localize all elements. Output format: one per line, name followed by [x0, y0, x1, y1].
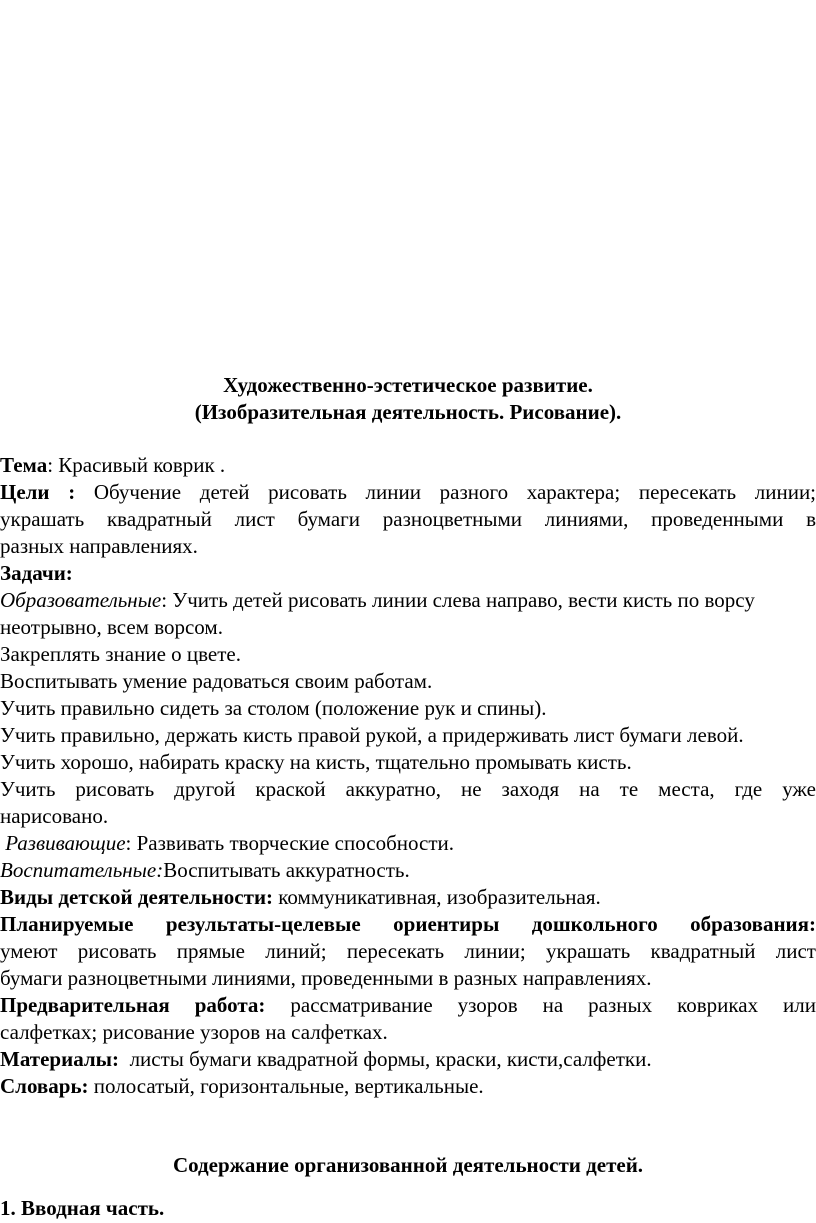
goals-line-3: разных направлениях.: [0, 534, 198, 558]
task-item: Учить хорошо, набирать краску на кисть, тщательно промывать кисть.: [0, 750, 632, 774]
intro-heading: 1. Вводная часть.: [0, 1196, 165, 1220]
content-heading: Содержание организованной деятельности детей.: [172, 1153, 644, 1177]
topic-line: [0, 452, 816, 479]
vocabulary-text: полосатый, горизонтальные, вертикальные.: [88, 1074, 484, 1098]
task-item: Учить правильно, держать кисть правой рукой, а придерживать лист бумаги левой.: [0, 723, 744, 747]
results-label: Планируемые результаты-целевые ориентиры дошкольного образования:: [0, 912, 816, 936]
developing-text: : Развивать творческие способности.: [125, 831, 454, 855]
prework-text-1: рассматривание узоров на разных ковриках или: [265, 993, 816, 1017]
educational-label: Образовательные: [0, 588, 162, 612]
goals-text-1: Обучение детей рисовать линии разного характера; пересекать линии;: [93, 480, 816, 504]
upbringing-text: Воспитывать аккуратность.: [163, 858, 410, 882]
goals-line-2: украшать квадратный лист бумаги разноцветными линиями, проведенными в: [0, 507, 816, 531]
developing-line: [0, 830, 816, 857]
educational-line-2: неотрывно, всем ворсом.: [0, 615, 223, 639]
prework-label: Предварительная работа:: [0, 993, 266, 1017]
results-label-line: [0, 911, 816, 938]
vocabulary-label: Словарь:: [0, 1074, 89, 1098]
activity-types-label: Виды детской деятельности:: [0, 885, 274, 909]
task-item-long-line-1: Учить рисовать другой краской аккуратно, не заходя на те места, где уже: [0, 777, 816, 801]
title-line-1: Художественно-эстетическое развитие.: [223, 373, 593, 397]
goals-label: Цели :: [0, 480, 76, 504]
materials-line: [0, 1046, 816, 1073]
materials-label: Материалы:: [0, 1047, 120, 1071]
topic-label: Тема: [0, 453, 48, 477]
intro-heading-line: [0, 1195, 816, 1222]
topic-text: : Красивый коврик .: [47, 453, 226, 477]
title-line-2: (Изобразительная деятельность. Рисование).: [194, 400, 622, 424]
upbringing-label: Воспитательные:: [0, 858, 164, 882]
prework-line-2: салфетках; рисование узоров на салфетках.: [0, 1020, 388, 1044]
vocabulary-line: [0, 1073, 816, 1100]
task-item: Учить правильно сидеть за столом (положение рук и спины).: [0, 696, 547, 720]
activity-types-line: [0, 884, 816, 911]
goals-line-1: [0, 479, 816, 506]
educational-text-1: : Учить детей рисовать линии слева направо, вести кисть по ворсу: [161, 588, 755, 612]
results-line-1: умеют рисовать прямые линий; пересекать линии; украшать квадратный лист: [0, 939, 816, 963]
task-item-long-line-2: нарисовано.: [0, 804, 109, 828]
tasks-label: Задачи:: [0, 561, 73, 585]
developing-label: Развивающие: [5, 831, 126, 855]
results-line-2: бумаги разноцветными линиями, проведенными в разных направлениях.: [0, 966, 652, 990]
upbringing-line: [0, 857, 816, 884]
prework-line-1: [0, 992, 816, 1019]
educational-line-1: [0, 587, 816, 614]
materials-text: листы бумаги квадратной формы, краски, кисти,салфетки.: [119, 1047, 652, 1071]
activity-types-text: коммуникативная, изобразительная.: [273, 885, 601, 909]
tasks-heading: [0, 560, 816, 587]
task-item: Воспитывать умение радоваться своим работам.: [0, 669, 433, 693]
task-item: Закреплять знание о цвете.: [0, 642, 241, 666]
